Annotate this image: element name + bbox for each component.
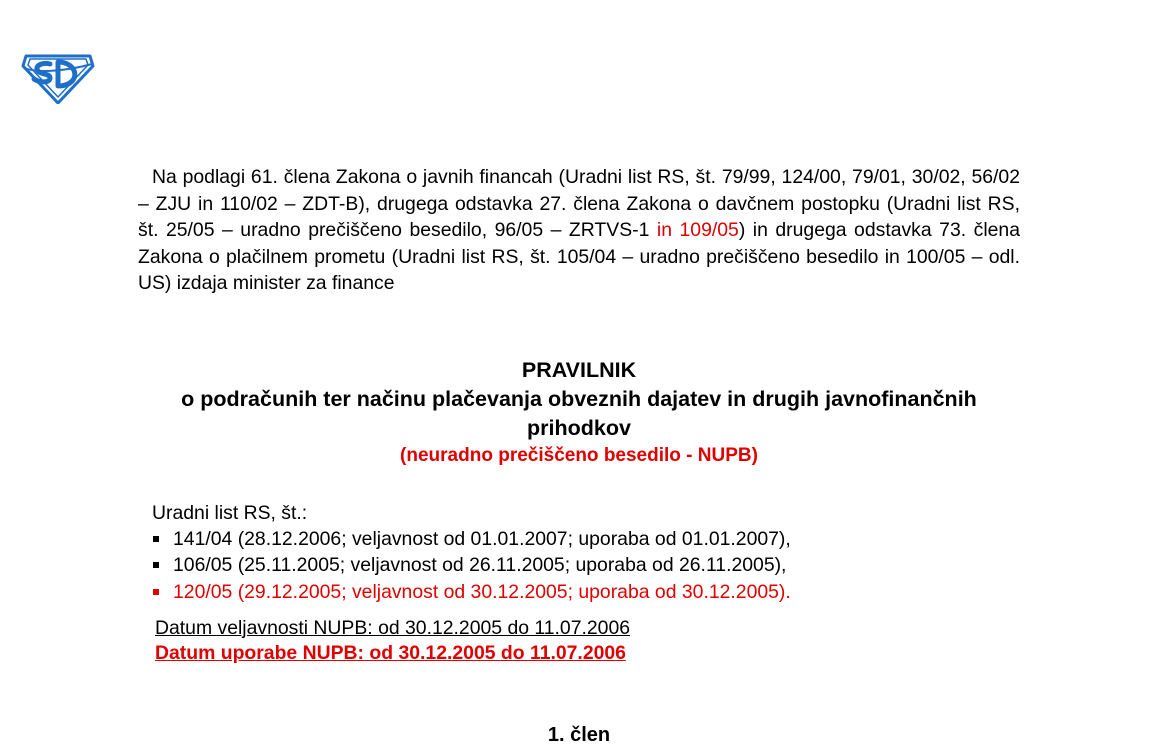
bullet-icon <box>153 562 159 568</box>
intro-text-part1: Na podlagi 61. člena Zakona o javnih financah (Uradni list RS, št. 79/99, 124/00, 79/01, 30/02, 56/02 – ZJU in 110/02 – ZDT-B), drugega odstavka 27. člena Zakona o davčnem postopku (Uradni list RS, št. 25/05 – uradno prečiščeno besedilo, 96/05 – ZRTVS-1 <box>138 166 1020 242</box>
unofficial-text-note: (neuradno prečiščeno besedilo - NUPB) <box>400 445 758 466</box>
gazette-item <box>152 526 1002 552</box>
gazette-item-text: 106/05 (25.11.2005; veljavnost od 26.11.2005; uporaba od 26.11.2005), <box>173 554 787 577</box>
article-heading: 1. člen <box>547 724 611 746</box>
regulation-heading <box>138 356 1020 469</box>
gazette-item <box>152 552 1002 578</box>
bullet-icon <box>153 589 159 595</box>
gazette-references <box>152 500 1002 605</box>
gazette-item-text: 120/05 (29.12.2005; veljavnost od 30.12.2005; uporaba od 30.12.2005). <box>173 580 791 603</box>
gazette-item-text: 141/04 (28.12.2006; veljavnost od 01.01.2007; uporaba od 01.01.2007), <box>173 528 791 551</box>
regulation-title: PRAVILNIK <box>521 358 637 382</box>
gazette-item <box>152 579 1002 605</box>
regulation-subtitle: o podračunih ter načinu plačevanja obveznih dajatev in drugih javnofinančnih prihodkov <box>181 387 977 440</box>
intro-paragraph <box>138 164 1020 297</box>
nupb-dates <box>155 616 1005 666</box>
bullet-icon <box>153 536 159 542</box>
validity-date: Datum veljavnosti NUPB: od 30.12.2005 do 11.07.2006 <box>155 617 631 639</box>
sd-shield-logo-icon <box>20 48 96 104</box>
gazette-list <box>152 526 1002 605</box>
intro-text-part2: ) in drugega odstavka 73. člena Zakona o plačilnem prometu (Uradni list RS, št. 105/04 – uradno prečiščeno besedilo in 100/05 – odl. US) izdaja minister za finance <box>138 219 1020 295</box>
application-date: Datum uporabe NUPB: od 30.12.2005 do 11.07.2006 <box>155 642 626 664</box>
intro-amendment: in 109/05 <box>649 219 739 242</box>
gazette-label: Uradni list RS, št.: <box>152 502 308 524</box>
